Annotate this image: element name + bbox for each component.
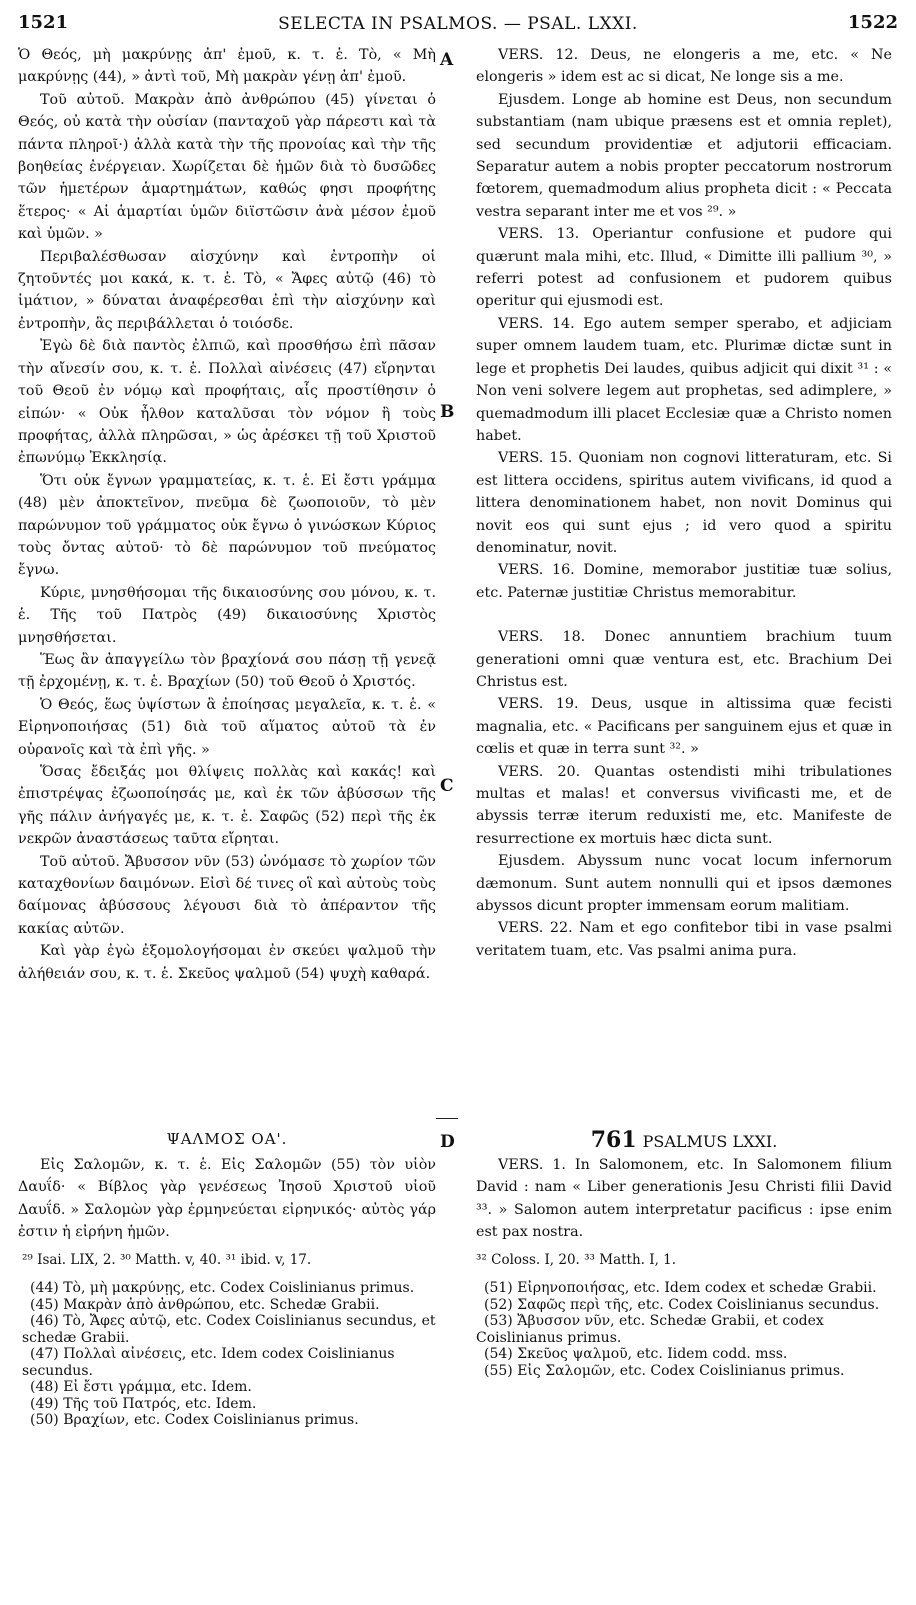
variant-notes-right	[476, 1280, 892, 1379]
latin-psalm-title	[476, 1127, 892, 1153]
latin-paragraph: VERS. 13. Operiantur confusione et pudore qui quærunt mala mihi, etc. Illud, « Dimitte illi pallium ³⁰, » referri potest ad confusionem et pudorem quibus operitur qui ejusmodi est.	[476, 226, 892, 310]
greek-paragraph: Τοῦ αὐτοῦ. Ἄβυσσον νῦν (53) ὠνόμασε τὸ χωρίον τῶν καταχθονίων δαιμόνων. Εἰσὶ δέ τινες οἳ καὶ αὐτοὺς τοὺς δαίμονας ἀβύσσους λέγουσι διὰ τὸ ἀπέραντον τῆς κακίας αὐτῶν.	[18, 853, 436, 937]
latin-paragraph: VERS. 14. Ego autem semper sperabo, et adjiciam super omnem laudem tuam, etc. Plurimæ dictæ sunt in lege et prophetis Dei laudes, quibus adjicit qui dixit ³¹ : « Non veni solvere legem aut prophetas, sed adimplere, » quemadmodum illi placet Ecclesiæ quæ a Christo nomen habet.	[476, 315, 892, 444]
latin-psalm-title-text: PSALMUS LXXI.	[642, 1132, 778, 1151]
latin-paragraph: VERS. 18. Donec annuntiem brachium tuum generationi omni quæ ventura est, etc. Brachium Dei Christus est.	[476, 629, 892, 690]
greek-paragraph: Ὅσας ἔδειξάς μοι θλίψεις πολλὰς καὶ κακάς! καὶ ἐπιστρέψας ἐζωοποίησάς με, καὶ ἐκ τῶν ἀβύσσων τῆς γῆς πάλιν ἀνήγαγές με, κ. τ. ἑ. Σαφῶς (52) περὶ τῆς ἐκ νεκρῶν ἀναστάσεως ταῦτα εἴρηται.	[18, 764, 436, 848]
greek-paragraph: Καὶ γὰρ ἐγὼ ἐξομολογήσομαι ἐν σκεύει ψαλμοῦ τὴν ἀλήθειάν σου, κ. τ. ἑ. Σκεῦος ψαλμοῦ (54) ψυχὴ καθαρά.	[18, 943, 436, 982]
greek-psalm-intro	[18, 1154, 436, 1244]
latin-paragraph: VERS. 20. Quantas ostendisti mihi tribulationes multas et malas! et conversus vivificasti me, et de abyssis terræ iterum reduxisti me, etc. Manifeste de resurrectione ex mortuis hæc dicta sunt.	[476, 763, 892, 847]
greek-paragraph: Ὅτι οὐκ ἔγνων γραμματείας, κ. τ. ἑ. Εἰ ἔστι γράμμα (48) μὲν ἀποκτεῖνον, πνεῦμα δὲ ζωοποιοῦν, τὸ μὲν παρώνυμον τοῦ γράμματος οὐκ ἔγνω ὁ γινώσκων Κύριος τοὺς ὄντας αὐτοῦ· τὸ δὲ παρώνυμον τοῦ πνεύματος ἔγνω.	[18, 472, 436, 579]
greek-paragraph: Ἕως ἂν ἀπαγγείλω τὸν βραχίονά σου πάσῃ τῇ γενεᾷ τῇ ἐρχομένῃ, κ. τ. ἑ. Βραχίων (50) τοῦ Θεοῦ ὁ Χριστός.	[18, 651, 436, 691]
page-number-right: 1522	[847, 12, 898, 33]
latin-paragraph: VERS. 12. Deus, ne elongeris a me, etc. « Ne elongeris » idem est ac si dicat, Ne longe sis a me.	[476, 47, 892, 86]
footnotes-right	[476, 1251, 892, 1269]
greek-paragraph: Περιβαλέσθωσαν αἰσχύνην καὶ ἐντροπὴν οἱ ζητοῦντές μοι κακά, κ. τ. ἑ. Τὸ, « Ἄφες αὐτῷ (46) τὸ ἱμάτιον, » δύναται ἀναφέρεσθαι ἐπὶ τὴν αἰσχύνην καὶ ἐντροπὴν, ἃς περιβάλλεται ὁ τοιόσδε.	[18, 248, 436, 332]
page-header	[18, 12, 898, 36]
margin-marker-b: B	[440, 402, 455, 422]
column-number: 761	[590, 1127, 637, 1153]
variant-note: (52) Σαφῶς περὶ τῆς, etc. Codex Coislinianus secundus.	[484, 1296, 880, 1313]
greek-psalm-title: ΨΑΛΜΟΣ ΟΑ'.	[166, 1130, 288, 1148]
variant-note: (50) Βραχίων, etc. Codex Coislinianus primus.	[30, 1412, 359, 1428]
variant-note: (47) Πολλαὶ αἰνέσεις, etc. Idem codex Coislinianus secundus.	[22, 1346, 395, 1379]
page-number-left: 1521	[18, 12, 69, 33]
running-title: SELECTA IN PSALMOS. — PSAL. LXXI.	[278, 14, 638, 34]
variant-note: (54) Σκεῦος ψαλμοῦ, etc. Iidem codd. mss.	[484, 1346, 788, 1362]
greek-paragraph: Τοῦ αὐτοῦ. Μακρὰν ἀπὸ ἀνθρώπου (45) γίνεται ὁ Θεός, οὐ κατὰ τὴν οὐσίαν (πανταχοῦ γὰρ πάρεστι καὶ τὰ πάντα πληροῖ·) ἀλλὰ κατὰ τὴν τῆς προνοίας καὶ τὴν τῆς βοηθείας ἐνέργειαν. Χωρίζεται δὲ ἡμῶν διὰ τὸ δυσῶδες τῶν ἡμετέρων ἁμαρτημάτων, καθώς φησι προφήτης ἕτερος· « Αἱ ἁμαρτίαι ὑμῶν διϊστῶσιν ἀνὰ μέσον ἐμοῦ καὶ ὑμῶν. »	[18, 91, 436, 243]
variant-note: (46) Τὸ, Ἄφες αὐτῷ, etc. Codex Coislinianus secundus, et schedæ Grabii.	[22, 1313, 436, 1346]
latin-paragraph: Ejusdem. Longe ab homine est Deus, non secundum substantiam (nam ubique præsens est et omnia replet), sed secundum providentiæ et adjutorii efficaciam. Separatur autem a nobis propter peccatorum nostrorum fœtorem, quemadmodum alius propheta dicit : « Peccata vestra separant inter me et vos ²⁹. »	[476, 91, 892, 220]
latin-paragraph: Ejusdem. Abyssum nunc vocat locum infernorum dæmonum. Sunt autem nonnulli qui et ipsos dæmones abyssos dicunt propter immensam eorum malitiam.	[476, 853, 892, 915]
greek-paragraph: Ὁ Θεός, ἕως ὑψίστων ἃ ἐποίησας μεγαλεῖα, κ. τ. ἑ. « Εἰρηνοποιήσας (51) διὰ τοῦ αἵματος αὐτοῦ τὰ ἐν οὐρανοῖς καὶ τὰ ἐπὶ γῆς. »	[18, 696, 436, 758]
latin-paragraph: VERS. 22. Nam et ego confitebor tibi in vase psalmi veritatem tuam, etc. Vas psalmi anima pura.	[476, 920, 892, 959]
variant-note: (48) Εἰ ἔστι γράμμα, etc. Idem.	[30, 1379, 252, 1395]
greek-paragraph: Ἐγὼ δὲ διὰ παντὸς ἐλπιῶ, καὶ προσθήσω ἐπὶ πᾶσαν τὴν αἴνεσίν σου, κ. τ. ἑ. Πολλαὶ αἰνέσεις (47) εἴρηνται τοῦ Θεοῦ ἐν νόμῳ καὶ προφήταις, αἷς προστίθησιν ὁ εἰπών· « Οὐκ ἦλθον καταλῦσαι τὸν νόμον ἢ τοὺς προφήτας, ἀλλὰ πληρῶσαι, » ὡς ἀρέσκει τῇ τοῦ Χριστοῦ ἐπωνύμῳ Ἐκκλησίᾳ.	[18, 338, 436, 467]
latin-psalm-intro	[476, 1154, 892, 1244]
margin-marker-c: C	[440, 776, 454, 796]
variant-note: (51) Εἰρηνοποιήσας, etc. Idem codex et schedæ Grabii.	[484, 1280, 877, 1296]
section-divider	[436, 1118, 458, 1119]
greek-psalm-text: Εἰς Σαλομῶν, κ. τ. ἑ. Εἰς Σαλομῶν (55) τὸν υἱὸν Δαυΐδ· « Βίβλος γὰρ γενέσεως Ἰησοῦ Χριστοῦ υἱοῦ Δαυΐδ. » Σαλομὼν γὰρ ἑρμηνεύεται εἰρηνικός· αὐτὸς γάρ ἐστιν ἡ εἰρήνη ἡμῶν.	[18, 1157, 436, 1241]
variant-notes-left	[22, 1280, 436, 1429]
variant-note: (49) Τῆς τοῦ Πατρός, etc. Idem.	[30, 1395, 257, 1412]
left-column	[18, 44, 436, 985]
footnotes-left	[22, 1251, 436, 1269]
margin-marker-a: A	[440, 50, 454, 70]
footnote-line: ²⁹ Isai. LIX, 2. ³⁰ Matth. v, 40. ³¹ ibid. v, 17.	[22, 1252, 312, 1268]
variant-note: (45) Μακρὰν ἀπὸ ἀνθρώπου, etc. Schedæ Grabii.	[30, 1296, 380, 1313]
variant-note: (53) Ἄβυσσον νῦν, etc. Schedæ Grabii, et codex Coislinianus primus.	[476, 1313, 824, 1346]
variant-note: (55) Εἰς Σαλομῶν, etc. Codex Coislinianus primus.	[484, 1362, 845, 1379]
variant-note: (44) Τὸ, μὴ μακρύνῃς, etc. Codex Coislinianus primus.	[30, 1280, 415, 1296]
margin-marker-d: D	[440, 1132, 455, 1152]
greek-paragraph: Ὁ Θεός, μὴ μακρύνῃς ἀπ' ἐμοῦ, κ. τ. ἑ. Τὸ, « Μὴ μακρύνῃς (44), » ἀντὶ τοῦ, Μὴ μακρὰν γένῃ ἀπ' ἐμοῦ.	[18, 47, 436, 86]
latin-paragraph: VERS. 16. Domine, memorabor justitiæ tuæ solius, etc. Paternæ justitiæ Christus memorabitur.	[476, 562, 892, 601]
greek-paragraph: Κύριε, μνησθήσομαι τῆς δικαιοσύνης σου μόνου, κ. τ. ἑ. Τῆς τοῦ Πατρὸς (49) δικαιοσύνης Χριστὸς μνησθήσεται.	[18, 584, 436, 646]
footnote-line: ³² Coloss. I, 20. ³³ Matth. I, 1.	[476, 1252, 677, 1268]
latin-paragraph: VERS. 15. Quoniam non cognovi litteraturam, etc. Si est littera occidens, spiritus autem vivificans, id quod a littera denominationem habet, non novit Dominus qui novit eos qui sunt ejus ; id vero quod a spiritu denominatur, novit.	[476, 450, 892, 556]
latin-psalm-text: VERS. 1. In Salomonem, etc. In Salomonem filium David : nam « Liber generationis Jesu Christi filii David ³³. » Salomon autem interpretatur pacificus : ipse enim est pax nostra.	[476, 1157, 892, 1241]
latin-paragraph: VERS. 19. Deus, usque in altissima quæ fecisti magnalia, etc. « Pacificans per sanguinem ejus et quæ in cœlis et quæ in terra sunt ³². »	[476, 696, 892, 758]
right-column	[476, 44, 892, 962]
